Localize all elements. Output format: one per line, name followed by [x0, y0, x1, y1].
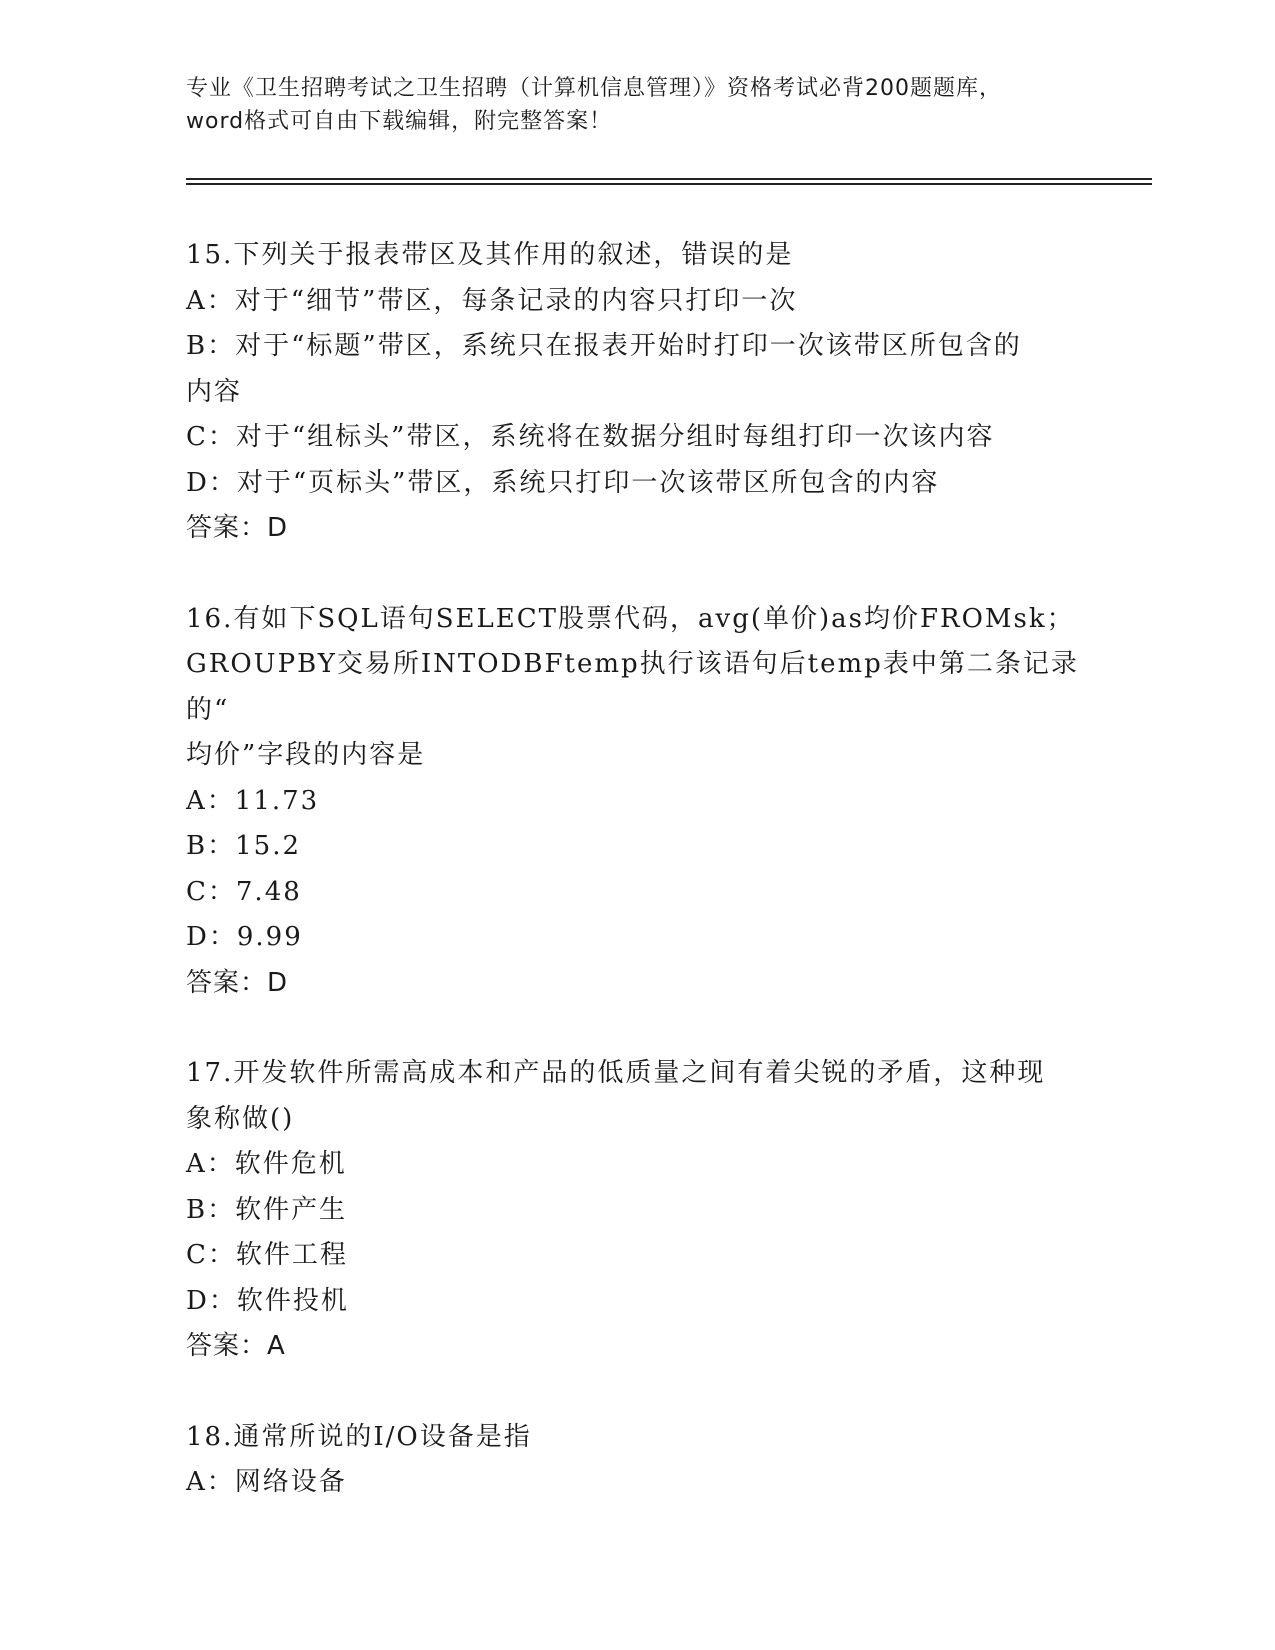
question-text: 17.开发软件所需高成本和产品的低质量之间有着尖锐的矛盾，这种现 [186, 1058, 1046, 1088]
question-17 [186, 1051, 1086, 1370]
header-line-1: 专业《卫生招聘考试之卫生招聘（计算机信息管理）》资格考试必背200题题库， [186, 76, 1002, 101]
option-b: B：对于“标题”带区，系统只在报表开始时打印一次该带区所包含的 [186, 331, 1022, 361]
header-divider-top [186, 178, 1152, 180]
question-list [186, 233, 1086, 1551]
question-text-continued: 象称做() [186, 1103, 295, 1134]
question-text: 15.下列关于报表带区及其作用的叙述，错误的是 [186, 240, 794, 270]
question-15 [186, 233, 1086, 552]
answer: 答案：D [186, 513, 289, 543]
option-b-continued: 内容 [186, 376, 243, 407]
question-text-continued: 均价”字段的内容是 [186, 740, 426, 770]
option-d: D：对于“页标头”带区，系统只打印一次该带区所包含的内容 [186, 467, 940, 498]
option-a: A：网络设备 [186, 1467, 347, 1497]
question-18 [186, 1415, 1086, 1506]
option-b: B：15.2 [186, 831, 301, 861]
header-divider-bottom [186, 183, 1152, 185]
document-header [186, 72, 1086, 138]
option-a: A：软件危机 [186, 1149, 347, 1179]
option-d: D：软件投机 [186, 1285, 349, 1316]
answer: 答案：A [186, 1331, 286, 1361]
option-a: A：11.73 [186, 785, 320, 816]
option-d: D：9.99 [186, 922, 303, 952]
question-16 [186, 597, 1086, 1007]
option-a: A：对于“细节”带区，每条记录的内容只打印一次 [186, 285, 798, 316]
option-c: C：7.48 [186, 876, 302, 907]
question-text-continued: GROUPBY交易所INTODBFtemp执行该语句后temp表中第二条记录的“ [186, 649, 1079, 725]
header-line-2: word格式可自由下载编辑，附完整答案！ [186, 109, 613, 134]
question-text: 18.通常所说的I/O设备是指 [186, 1421, 532, 1452]
option-c: C：对于“组标头”带区，系统将在数据分组时每组打印一次该内容 [186, 422, 995, 452]
question-text: 16.有如下SQL语句SELECT股票代码，avg(单价)as均价FROMsk； [186, 603, 1075, 634]
option-c: C：软件工程 [186, 1240, 348, 1270]
answer: 答案：D [186, 967, 289, 998]
option-b: B：软件产生 [186, 1194, 348, 1225]
